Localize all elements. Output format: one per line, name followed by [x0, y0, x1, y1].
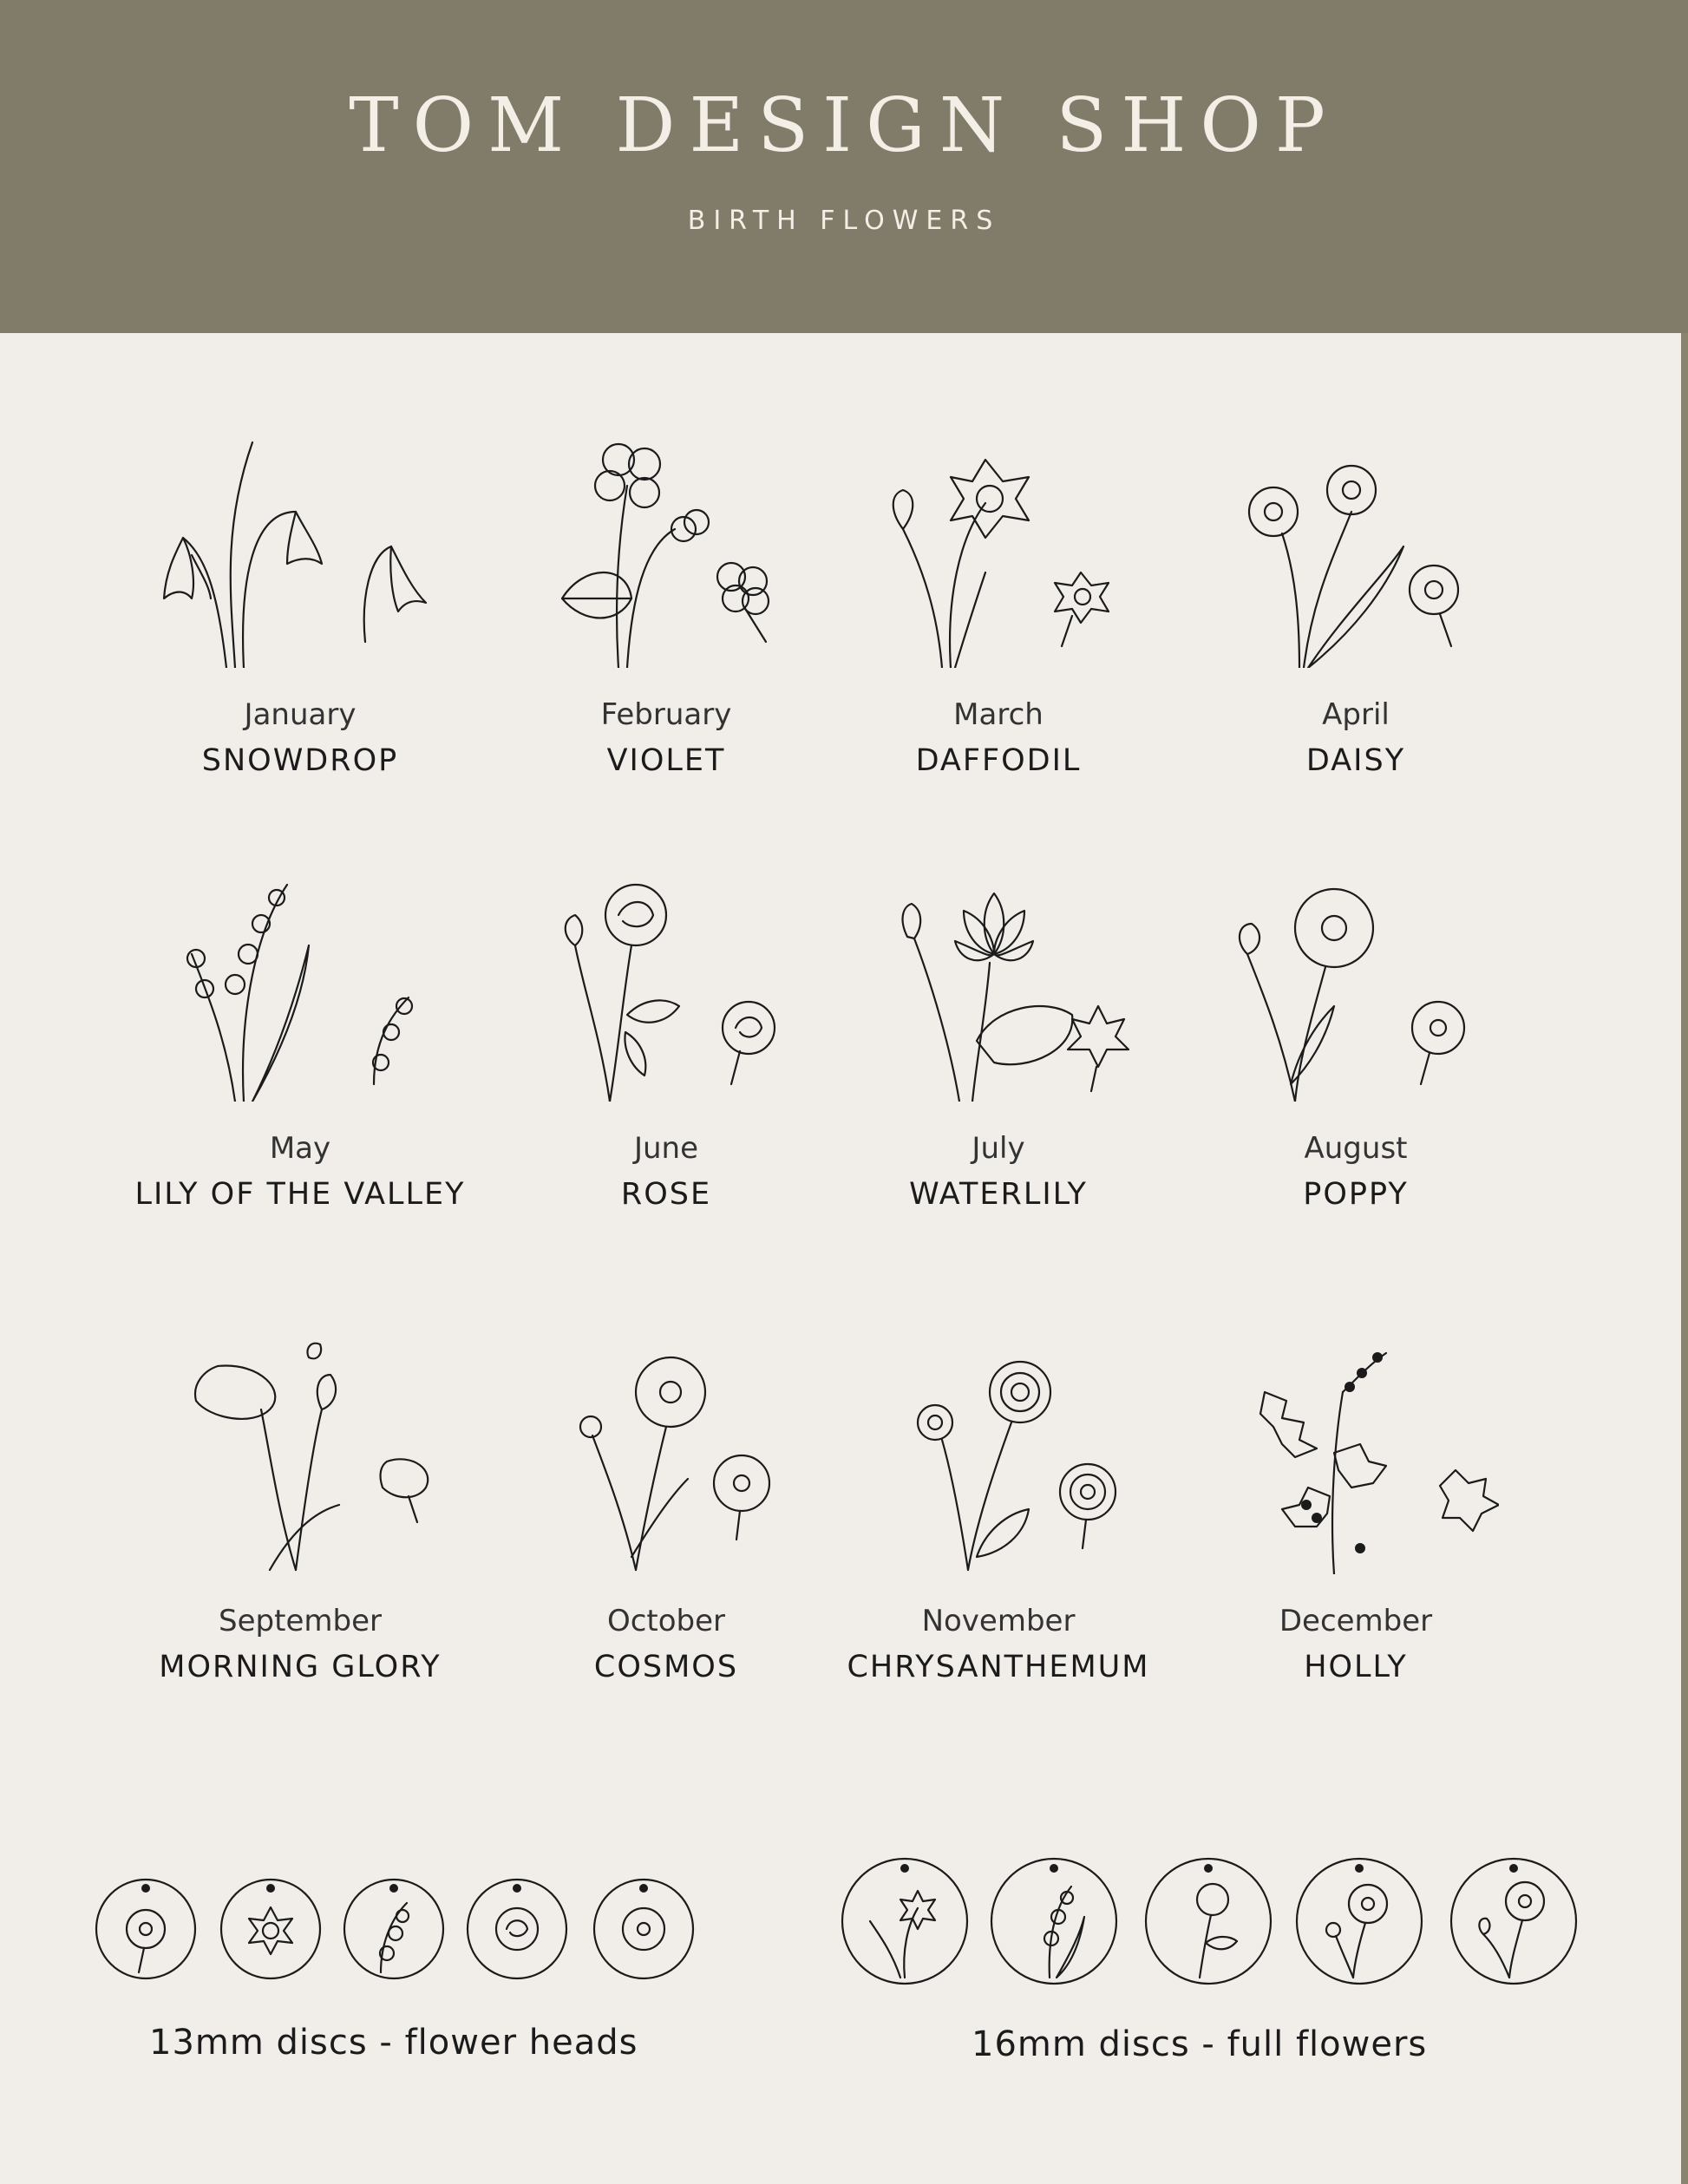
month-label: May — [269, 1131, 331, 1166]
month-label: April — [1322, 697, 1390, 732]
page-edge — [1681, 333, 1688, 2184]
month-label: January — [244, 697, 357, 732]
month-label: February — [600, 697, 732, 732]
month-label: August — [1304, 1131, 1408, 1166]
rose-icon — [523, 867, 809, 1102]
morning-glory-icon — [157, 1340, 443, 1574]
month-label: July — [972, 1131, 1025, 1166]
disc-rose-icon — [465, 1877, 569, 1981]
waterlily-icon — [855, 867, 1142, 1102]
poppy-icon — [1213, 867, 1499, 1102]
month-label: March — [953, 697, 1044, 732]
month-label: June — [633, 1131, 699, 1166]
month-label: September — [219, 1604, 382, 1638]
holly-icon — [1213, 1340, 1499, 1574]
month-card-september — [109, 1340, 491, 1685]
flower-name: LILY OF THE VALLEY — [134, 1177, 466, 1212]
disc-daffodil-full-icon — [840, 1856, 970, 1986]
flower-name: HOLLY — [1304, 1650, 1408, 1684]
flower-name: VIOLET — [606, 743, 726, 778]
lily-of-the-valley-icon — [157, 867, 443, 1102]
flower-name: POPPY — [1303, 1177, 1409, 1212]
month-card-february — [475, 425, 857, 779]
chrysanthemum-icon — [855, 1340, 1142, 1574]
month-card-november — [808, 1340, 1189, 1685]
disc-poppy-icon — [94, 1877, 198, 1981]
month-card-october — [475, 1340, 857, 1685]
disc-rose-full-icon — [1143, 1856, 1273, 1986]
violet-icon — [523, 425, 809, 668]
month-card-march — [808, 425, 1189, 779]
flower-name: DAISY — [1305, 743, 1406, 778]
large-discs-caption: 16mm discs - full flowers — [972, 2024, 1428, 2064]
month-card-july — [808, 867, 1189, 1213]
page-subtitle: BIRTH FLOWERS — [687, 206, 1001, 236]
daffodil-icon — [855, 425, 1142, 668]
flower-name: ROSE — [620, 1177, 712, 1212]
brand-title: TOM DESIGN SHOP — [349, 82, 1339, 169]
month-card-january — [109, 425, 491, 779]
month-label: October — [606, 1604, 726, 1638]
month-card-june — [475, 867, 857, 1213]
daisy-icon — [1213, 425, 1499, 668]
month-label: November — [921, 1604, 1076, 1638]
month-card-august — [1165, 867, 1547, 1213]
header-banner — [0, 0, 1688, 333]
disc-cosmos-full-icon — [1294, 1856, 1424, 1986]
month-card-may — [109, 867, 491, 1213]
disc-lily-of-the-valley-full-icon — [989, 1856, 1119, 1986]
month-card-december — [1165, 1340, 1547, 1685]
flower-name: DAFFODIL — [915, 743, 1082, 778]
flower-name: WATERLILY — [909, 1177, 1088, 1212]
disc-lily-of-the-valley-icon — [342, 1877, 446, 1981]
flower-name: MORNING GLORY — [159, 1650, 442, 1684]
flower-name: SNOWDROP — [201, 743, 399, 778]
small-discs-caption: 13mm discs - flower heads — [149, 2023, 638, 2063]
snowdrop-icon — [157, 425, 443, 668]
disc-daffodil-icon — [219, 1877, 323, 1981]
cosmos-icon — [523, 1340, 809, 1574]
flower-name: COSMOS — [593, 1650, 739, 1684]
month-label: December — [1279, 1604, 1433, 1638]
flower-name: CHRYSANTHEMUM — [847, 1650, 1150, 1684]
disc-cosmos-icon — [592, 1877, 696, 1981]
month-card-april — [1165, 425, 1547, 779]
disc-poppy-full-icon — [1449, 1856, 1579, 1986]
